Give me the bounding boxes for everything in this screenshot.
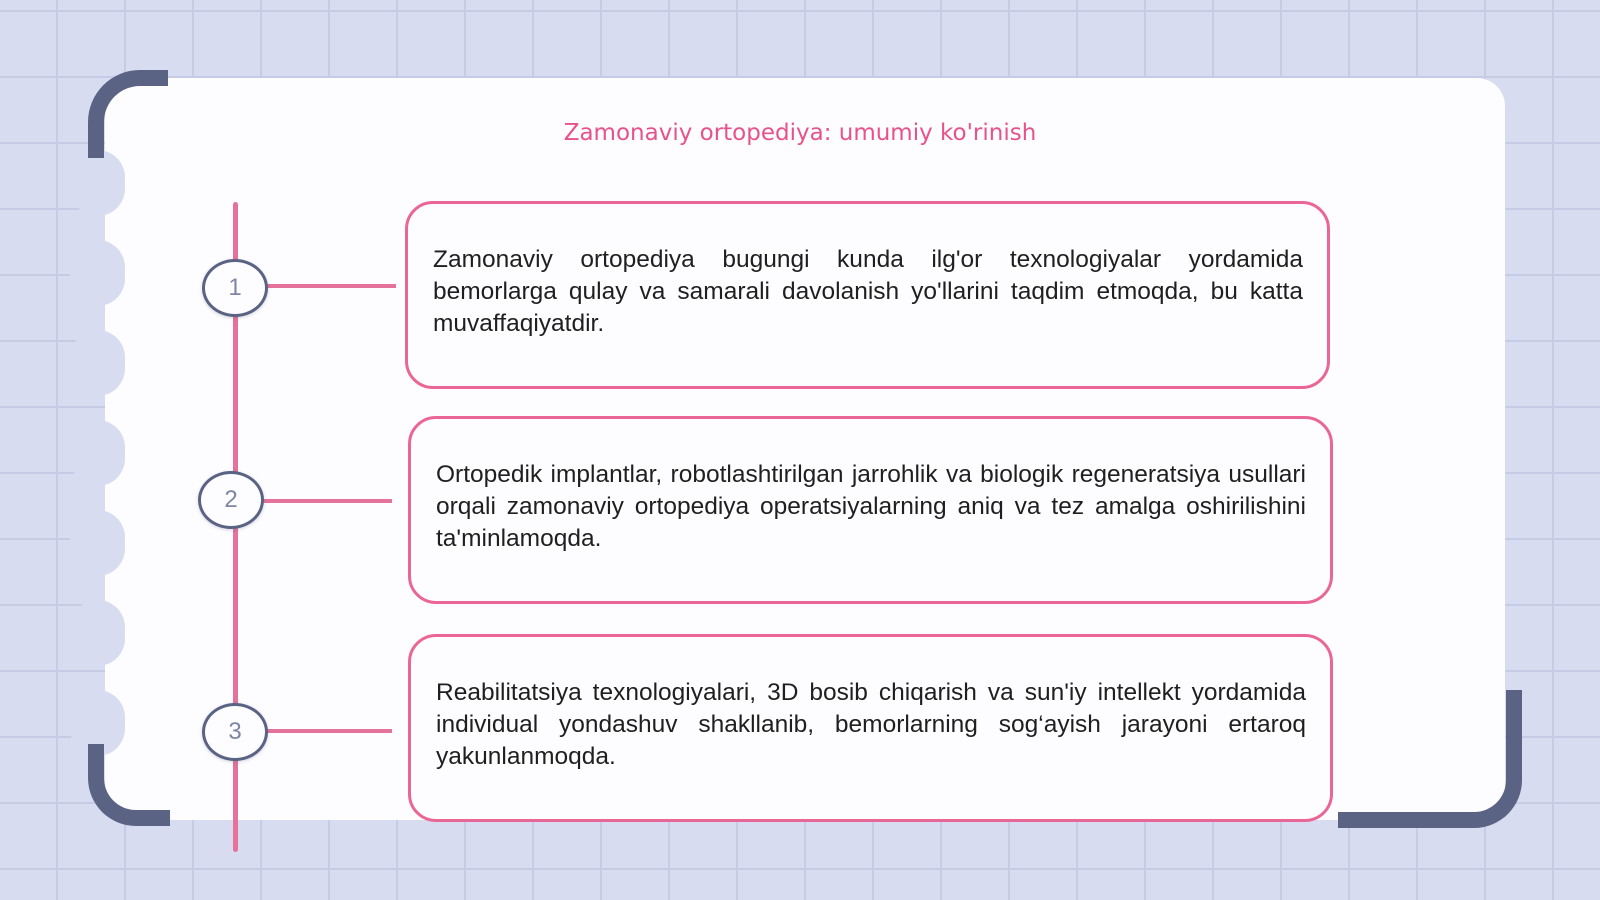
text-box-2-content: Ortopedik implantlar, robotlashtirilgan jarrohlik va biologik regeneratsiya usullari orqali zamonaviy ortopediya operatsiyalarning aniq va tez amalga oshirilishini ta'minlamoqda. — [436, 461, 1306, 552]
text-box-2 — [408, 416, 1333, 604]
text-box-3 — [408, 634, 1333, 822]
binder-hole — [70, 510, 125, 576]
step-marker-3: 3 — [202, 703, 268, 761]
step-marker-1: 1 — [202, 259, 268, 317]
timeline-connector — [262, 499, 392, 503]
binder-hole — [70, 150, 125, 216]
binder-hole — [70, 600, 125, 666]
corner-bracket-bottom-left — [88, 744, 170, 826]
binder-hole — [70, 420, 125, 486]
timeline-connector — [266, 729, 392, 733]
text-box-3-content: Reabilitatsiya texnologiyalari, 3D bosib chiqarish va sun'iy intellekt yordamida individual yondashuv shakllanib, bemorlarning sog‘ayish jarayoni ertaroq yakunlanmoqda. — [436, 679, 1306, 770]
binder-hole — [70, 240, 125, 306]
text-box-1-content: Zamonaviy ortopediya bugungi kunda ilg'or texnologiyalar yordamida bemorlarga qulay va samarali davolanish yo'llarini taqdim etmoqda, bu katta muvaffaqiyatdir. — [433, 246, 1303, 337]
timeline-connector — [266, 284, 396, 288]
step-marker-2: 2 — [198, 471, 264, 529]
binder-hole — [70, 330, 125, 396]
corner-bracket-top-left — [88, 70, 168, 158]
corner-bracket-bottom-right — [1338, 690, 1522, 828]
text-box-1 — [405, 201, 1330, 389]
slide-title: Zamonaviy ortopediya: umumiy ko'rinish — [563, 120, 1037, 146]
